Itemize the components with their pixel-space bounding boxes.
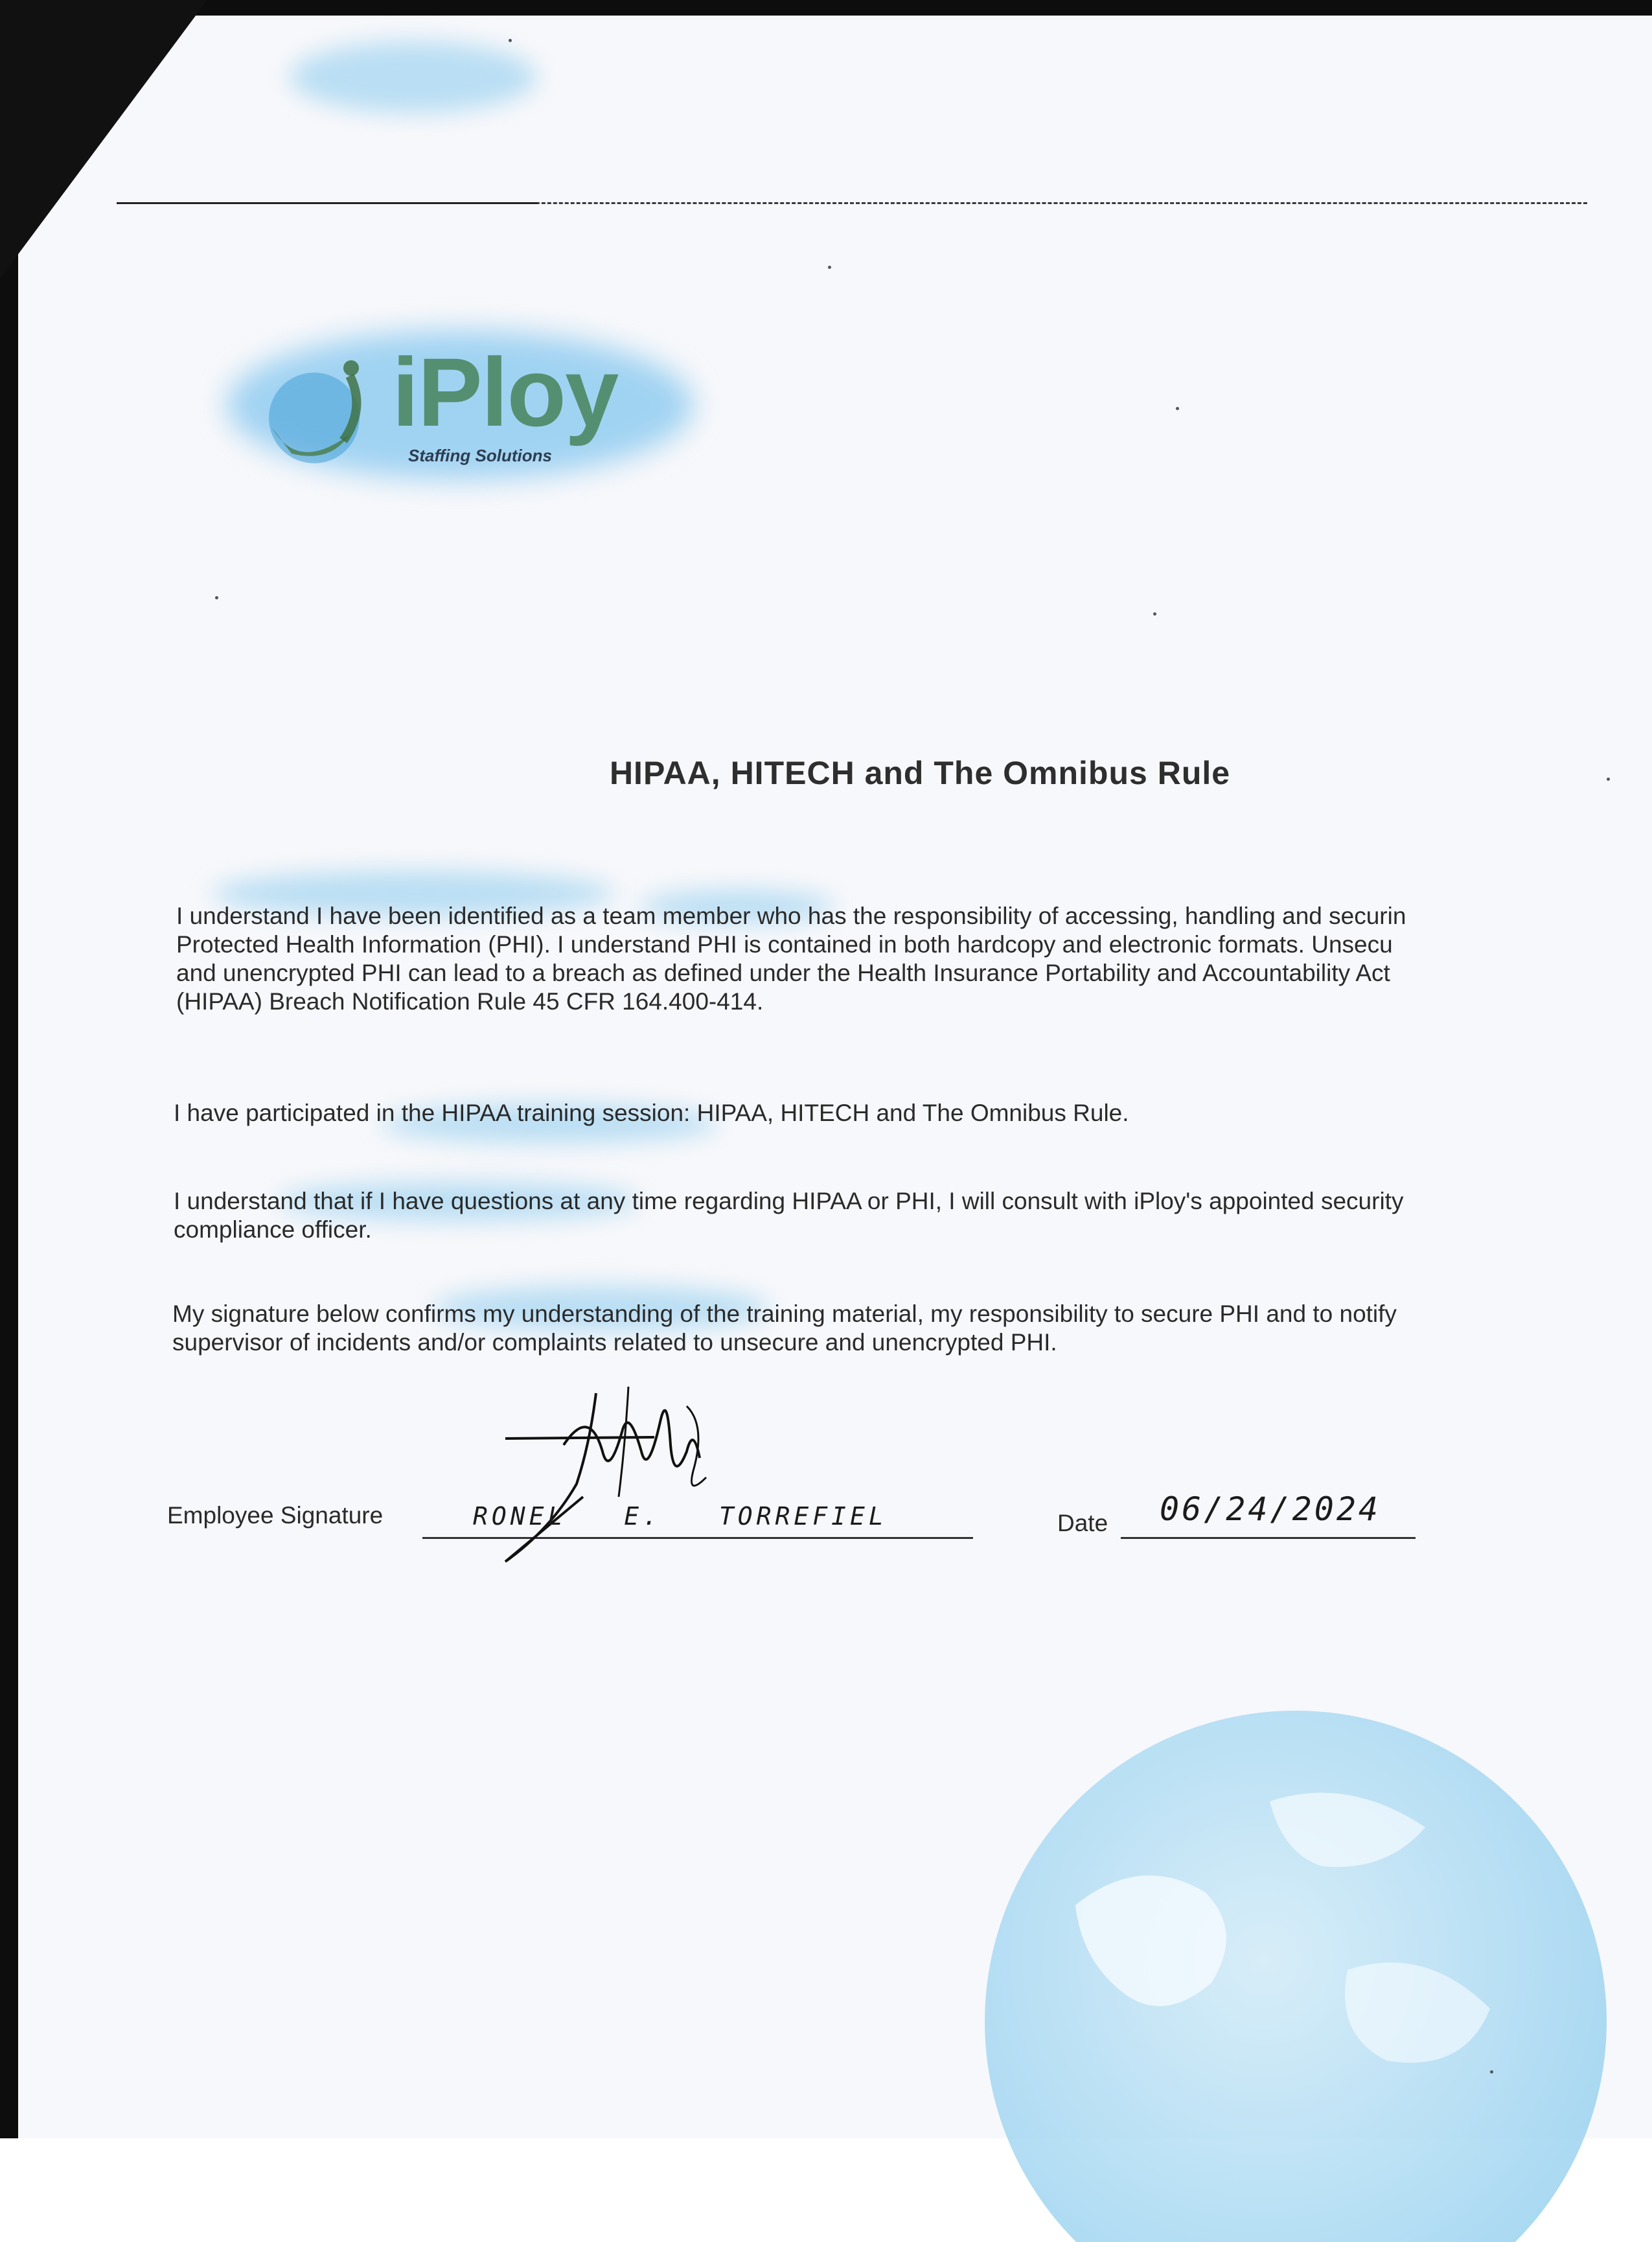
date-label: Date bbox=[1057, 1510, 1108, 1536]
globe-swoosh-icon bbox=[253, 350, 382, 480]
document-title: HIPAA, HITECH and The Omnibus Rule bbox=[609, 755, 1231, 791]
paragraph-line: I understand that if I have questions at any time regarding HIPAA or PHI, I will consult with iPloy's appointed security bbox=[174, 1188, 1404, 1214]
paragraph-line: compliance officer. bbox=[174, 1216, 372, 1243]
scan-speck bbox=[1607, 778, 1610, 781]
paragraph-line: and unencrypted PHI can lead to a breach as defined under the Health Insurance Portability and Accountability Act bbox=[176, 960, 1390, 986]
ink-smudge bbox=[290, 41, 536, 113]
paragraph-line: Protected Health Information (PHI). I understand PHI is contained in both hardcopy and electronic formats. Unsecu bbox=[176, 931, 1393, 958]
scan-speck bbox=[1153, 612, 1156, 616]
paragraph-line: My signature below confirms my understanding of the training material, my responsibility to secure PHI and to notify bbox=[172, 1300, 1397, 1327]
scan-speck bbox=[828, 266, 831, 269]
logo-tagline: Staffing Solutions bbox=[408, 446, 552, 465]
paragraph-line: I have participated in the HIPAA training session: HIPAA, HITECH and The Omnibus Rule. bbox=[174, 1100, 1129, 1126]
company-logo bbox=[246, 324, 700, 486]
printed-employee-name: RONEL E. TORREFIEL bbox=[473, 1502, 888, 1531]
scan-speck bbox=[1490, 2070, 1493, 2074]
globe-watermark-icon bbox=[933, 1659, 1652, 2242]
paragraph-compliance-officer bbox=[174, 1187, 1649, 1244]
paragraph-line: supervisor of incidents and/or complaints related to unsecure and unencrypted PHI. bbox=[172, 1329, 1057, 1356]
handwritten-date: 06/24/2024 bbox=[1160, 1490, 1381, 1528]
paragraph-training-session bbox=[174, 1099, 1649, 1127]
scan-edge-left bbox=[0, 0, 18, 2138]
date-line bbox=[1121, 1537, 1416, 1539]
employee-signature-label: Employee Signature bbox=[167, 1502, 384, 1529]
paragraph-line: I understand I have been identified as a team member who has the responsibility of accessing, handling and securin bbox=[176, 903, 1406, 929]
paragraph-signature-confirmation bbox=[172, 1300, 1648, 1357]
logo-wordmark: iPloy bbox=[392, 338, 618, 446]
scan-edge-top bbox=[0, 0, 1652, 16]
scan-speck bbox=[509, 39, 512, 42]
handwritten-signature bbox=[492, 1367, 764, 1581]
scan-speck bbox=[215, 596, 218, 599]
scan-speck bbox=[1176, 407, 1179, 410]
paragraph-line: (HIPAA) Breach Notification Rule 45 CFR 164.400-414. bbox=[176, 988, 764, 1015]
folded-corner bbox=[0, 0, 207, 279]
paragraph-phi-responsibility bbox=[176, 902, 1652, 1016]
